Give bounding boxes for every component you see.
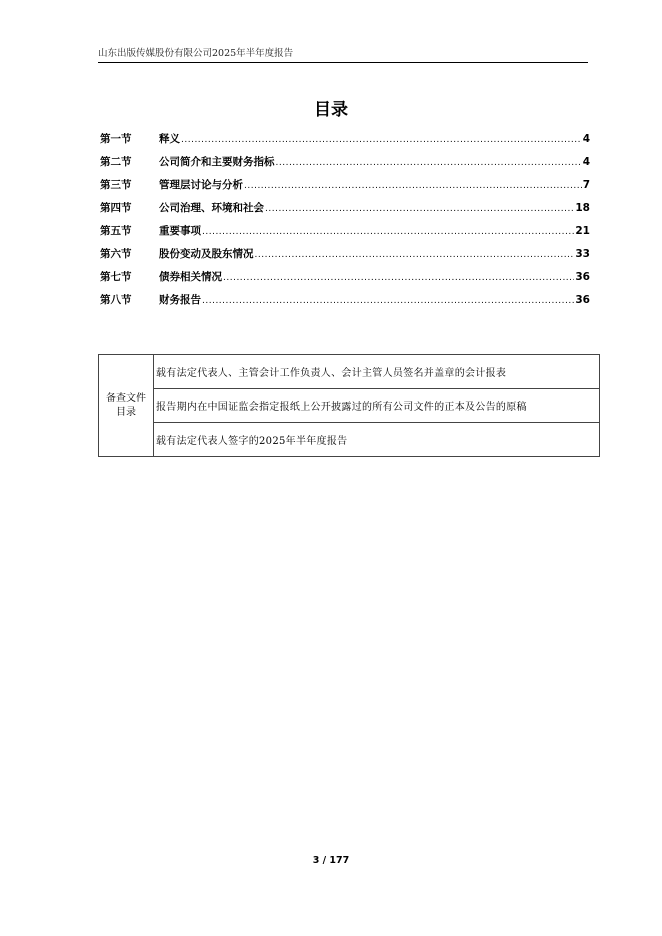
toc-dot-leader bbox=[223, 270, 574, 286]
table-of-contents bbox=[100, 131, 590, 315]
table-row bbox=[99, 423, 600, 457]
toc-section-number: 第七节 bbox=[100, 271, 132, 283]
table-row bbox=[99, 389, 600, 423]
toc-entry[interactable] bbox=[100, 131, 590, 154]
reference-document-item: 载有法定代表人、主管会计工作负责人、会计主管人员签名并盖章的会计报表 bbox=[154, 355, 600, 389]
toc-title: 目录 bbox=[314, 100, 348, 120]
toc-entry[interactable] bbox=[100, 177, 590, 200]
toc-section-number: 第三节 bbox=[100, 179, 132, 191]
toc-section-title: 公司简介和主要财务指标 bbox=[159, 156, 275, 168]
page-header bbox=[98, 47, 588, 63]
toc-dot-leader bbox=[255, 247, 575, 263]
toc-entry[interactable] bbox=[100, 200, 590, 223]
page-number-footer: 3 / 177 bbox=[312, 855, 350, 866]
toc-dot-leader bbox=[202, 224, 574, 240]
reference-document-item: 报告期内在中国证监会指定报纸上公开披露过的所有公司文件的正本及公告的原稿 bbox=[154, 389, 600, 423]
toc-section-title: 管理层讨论与分析 bbox=[159, 179, 243, 191]
toc-page-number: 33 bbox=[575, 248, 590, 260]
toc-section-title: 释义 bbox=[159, 133, 180, 145]
toc-section-number: 第一节 bbox=[100, 133, 132, 145]
toc-entry[interactable] bbox=[100, 223, 590, 246]
toc-section-title: 财务报告 bbox=[159, 294, 201, 306]
toc-section-title: 公司治理、环境和社会 bbox=[159, 202, 264, 214]
toc-section-number: 第四节 bbox=[100, 202, 132, 214]
toc-section-number: 第五节 bbox=[100, 225, 132, 237]
toc-section-title: 债券相关情况 bbox=[159, 271, 222, 283]
reference-label-line: 备查文件 bbox=[106, 392, 146, 404]
reference-documents-table bbox=[98, 354, 600, 457]
toc-page-number: 36 bbox=[575, 294, 590, 306]
toc-page-number: 18 bbox=[575, 202, 590, 214]
toc-page-number: 21 bbox=[575, 225, 590, 237]
toc-section-title: 股份变动及股东情况 bbox=[159, 248, 254, 260]
toc-section-number: 第八节 bbox=[100, 294, 132, 306]
toc-page-number: 4 bbox=[582, 156, 590, 168]
header-text: 山东出版传媒股份有限公司2025年半年度报告 bbox=[98, 48, 294, 59]
toc-dot-leader bbox=[202, 293, 574, 309]
toc-dot-leader bbox=[181, 132, 582, 148]
toc-dot-leader bbox=[265, 201, 574, 217]
toc-entry[interactable] bbox=[100, 292, 590, 315]
table-row bbox=[99, 355, 600, 389]
toc-page-number: 36 bbox=[575, 271, 590, 283]
toc-page-number: 7 bbox=[582, 179, 590, 191]
reference-document-item: 载有法定代表人签字的2025年半年度报告 bbox=[154, 423, 600, 457]
reference-label-line: 目录 bbox=[116, 406, 136, 418]
toc-entry[interactable] bbox=[100, 154, 590, 177]
toc-dot-leader bbox=[276, 155, 582, 171]
toc-entry[interactable] bbox=[100, 246, 590, 269]
toc-entry[interactable] bbox=[100, 269, 590, 292]
toc-page-number: 4 bbox=[582, 133, 590, 145]
toc-section-number: 第二节 bbox=[100, 156, 132, 168]
reference-documents-label bbox=[99, 355, 154, 457]
toc-section-title: 重要事项 bbox=[159, 225, 201, 237]
toc-section-number: 第六节 bbox=[100, 248, 132, 260]
toc-dot-leader bbox=[244, 178, 582, 194]
